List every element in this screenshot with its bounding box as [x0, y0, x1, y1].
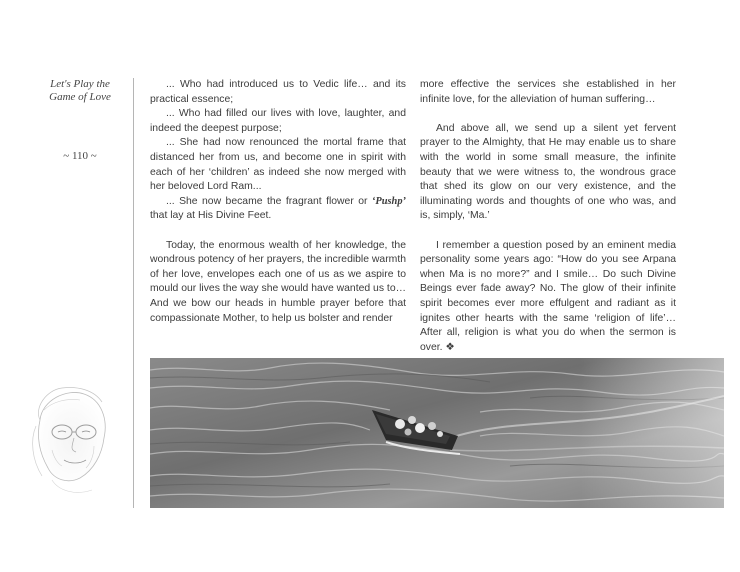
paragraph — [150, 195, 406, 224]
paragraph: ... Who had introduced us to Vedic life… and its practical essence; — [150, 79, 406, 105]
paragraph-gap — [420, 107, 676, 122]
paragraph-gap — [150, 224, 406, 239]
paragraph: ... She had now renounced the mortal frame that distanced her from us, and become one in spirit with each of her ‘children’ as indeed she now merged with her beloved Lord Ram... — [150, 137, 406, 193]
portrait-sketch-icon — [22, 380, 122, 500]
paragraph: I remember a question posed by an eminent media personality some years ago: “How do you see Arpana when Ma is no more?” and I smile… Do such Divine Beings ever fade away? No. The glow of their infinite spirit becomes ever more effulgent and radiant as it ignites other hearts with the same ‘religion of life’… After all, religion is what you do when the sermon is over. ❖ — [420, 239, 676, 353]
running-title — [40, 78, 120, 104]
text-run: that lay at His Divine Feet. — [150, 210, 272, 222]
emphasized-term: ‘Pushp’ — [371, 195, 406, 207]
river-boat-photo — [150, 358, 724, 508]
paragraph: ... Who had filled our lives with love, laughter, and indeed the deepest purpose; — [150, 108, 406, 134]
paragraph-gap — [420, 224, 676, 239]
text-column-right — [420, 78, 676, 355]
margin-divider — [133, 78, 134, 508]
page-number: ~ 110 ~ — [63, 150, 97, 162]
paragraph: more effective the services she established in her infinite love, for the alleviation of human suffering… — [420, 79, 676, 105]
text-column-left — [150, 78, 406, 326]
paragraph: And above all, we send up a silent yet fervent prayer to the Almighty, that He may enable us to share with the world in some small measure, the infinite beauty that we were witness to, the wondrous grace that shed its glow on our very existence, and the illuminating words and thoughts of one who was, and is, simply, ‘Ma.’ — [420, 122, 676, 222]
paragraph: Today, the enormous wealth of her knowledge, the wondrous potency of her prayers, the incredible warmth of her love, envelopes each one of us as we aspire to mould our lives the way she would have wanted us to… And we bow our heads in humble prayer before that compassionate Mother, to help us bolster and render — [150, 239, 406, 324]
running-title-line-2: Game of Love — [49, 91, 111, 103]
text-run: ... She now became the fragrant flower or — [166, 195, 372, 207]
running-title-line-1: Let's Play the — [50, 78, 110, 90]
